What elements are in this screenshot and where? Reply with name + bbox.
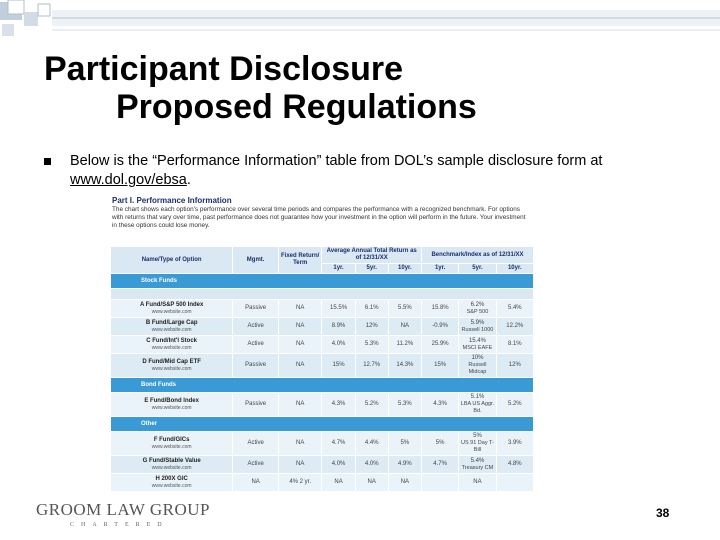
cell: NA [278, 354, 322, 378]
bullet-body: Below is the “Performance Information” table from DOL’s sample disclosure form at [70, 153, 603, 169]
title-line-1: Participant Disclosure [44, 50, 404, 88]
cell: 4% 2 yr. [278, 474, 322, 492]
cell: 4.4% [355, 432, 388, 456]
cell: 12% [355, 318, 388, 336]
cell: 3.9% [496, 432, 533, 456]
cell: Active [233, 318, 279, 336]
bullet-end: . [186, 172, 191, 188]
cell [459, 336, 496, 354]
cell: 5.3% [355, 336, 388, 354]
cell: NA [322, 474, 355, 492]
bench-name: Russell 1000 [461, 326, 494, 333]
bench-name: Russell Midcap [468, 362, 487, 375]
section-other: Other [111, 417, 534, 432]
groom-law-group-logo [36, 500, 210, 528]
fund-name: H 200X GIC [155, 475, 188, 482]
cell: 15% [322, 354, 355, 378]
table-row [111, 300, 534, 318]
avg-1yr: 1yr. [322, 264, 355, 274]
table-row [111, 336, 534, 354]
header-row [111, 247, 534, 264]
cell: Active [233, 432, 279, 456]
logo-subtitle: CHARTERED [70, 522, 169, 528]
cell: -0.9% [421, 318, 458, 336]
cell: 5.5% [388, 300, 421, 318]
cell: 5.2% [355, 393, 388, 417]
bench-name: US 91 Day T-Bill [460, 440, 494, 453]
bench-name: MSCI EAFE [462, 344, 493, 351]
cell: NA [278, 456, 322, 474]
form-part-title: Part I. Performance Information [112, 196, 232, 205]
table-row [111, 474, 534, 492]
cell: 5% [421, 432, 458, 456]
bench-value: 15.4% [468, 337, 486, 344]
cell: 5.3% [388, 393, 421, 417]
col-bench-header: Benchmark/Index as of 12/31/XX [421, 247, 533, 264]
fund-site: www.website.com [151, 365, 192, 372]
fund-name: F Fund/GICs [153, 436, 190, 443]
bench-value: 5.4% [470, 457, 485, 464]
bench-value: 5% [473, 433, 482, 439]
fund-site: www.website.com [151, 404, 192, 411]
bench-value: 10% [471, 355, 484, 361]
band-row [111, 289, 534, 300]
performance-table [110, 246, 534, 492]
fund-name: C Fund/Int'l Stock [146, 337, 198, 344]
title-line-2: Proposed Regulations [116, 88, 477, 126]
cell: 4.7% [421, 456, 458, 474]
fund-site: www.website.com [151, 326, 192, 333]
cell [459, 432, 496, 456]
cell: 4.0% [322, 336, 355, 354]
cell: NA [278, 432, 322, 456]
cell: 6.1% [355, 300, 388, 318]
col-avg-header: Average Annual Total Return as of 12/31/XX [322, 247, 422, 264]
bullet-text [70, 152, 690, 190]
fund-site: www.website.com [151, 344, 192, 351]
cell: 5.4% [496, 300, 533, 318]
cell: NA [355, 474, 388, 492]
cell [459, 456, 496, 474]
cell: 11.2% [388, 336, 421, 354]
cell: 25.9% [421, 336, 458, 354]
square-bullet-icon [44, 158, 51, 165]
cell: NA [233, 474, 279, 492]
cell: 5.2% [496, 393, 533, 417]
cell: NA [388, 318, 421, 336]
fund-site: www.website.com [151, 308, 192, 315]
fund-name: D Fund/Mid Cap ETF [142, 358, 201, 365]
cell: 4.3% [322, 393, 355, 417]
cell: 15.5% [322, 300, 355, 318]
table-row [111, 354, 534, 378]
cell [496, 474, 533, 492]
cell: Passive [233, 300, 279, 318]
cell [459, 318, 496, 336]
cell: 8.1% [496, 336, 533, 354]
cell: Passive [233, 354, 279, 378]
cell: 4.8% [496, 456, 533, 474]
col-name-header: Name/Type of Option [111, 247, 233, 274]
cell: 4.0% [322, 456, 355, 474]
cell: 5% [388, 432, 421, 456]
cell: Passive [233, 393, 279, 417]
cell: Active [233, 336, 279, 354]
fund-site: www.website.com [151, 443, 192, 450]
cell: NA [278, 336, 322, 354]
page-number: 38 [656, 506, 670, 520]
bench-value: 5.9% [470, 319, 485, 326]
cell: NA [388, 474, 421, 492]
fund-name: A Fund/S&P 500 Index [139, 301, 204, 308]
table-row [111, 432, 534, 456]
fund-name: G Fund/Stable Value [142, 457, 201, 464]
bench-name: LBA US Aggr. Bd. [460, 401, 495, 414]
section-bond: Bond Funds [111, 378, 534, 393]
cell [459, 300, 496, 318]
fund-site: www.website.com [151, 482, 192, 489]
cell: 15% [421, 354, 458, 378]
avg-10yr: 10yr. [388, 264, 421, 274]
bench-name: Treasury CM [461, 464, 494, 471]
cell: 12% [496, 354, 533, 378]
fund-site: www.website.com [151, 464, 192, 471]
logo-wordmark: GROOM LAW GROUP [36, 500, 210, 519]
dol-link[interactable]: www.dol.gov/ebsa [70, 172, 187, 188]
cell [421, 474, 458, 492]
cell [459, 393, 496, 417]
cell: NA [278, 300, 322, 318]
bench-5yr: 5yr. [459, 264, 496, 274]
performance-form-image [108, 196, 536, 489]
avg-5yr: 5yr. [355, 264, 388, 274]
cell: 4.3% [421, 393, 458, 417]
cell: 12.2% [496, 318, 533, 336]
corner-squares-decoration [0, 0, 720, 40]
section-stock: Stock Funds [111, 274, 534, 289]
form-intro: The chart shows each option's performance over several time periods and compares the performance with a recognized benchmark. For options with returns that vary over time, past performance does not guarantee how your investment in the option will perform in the future. Your investment in these options could lose money. [112, 206, 526, 229]
bench-10yr: 10yr. [496, 264, 533, 274]
bench-value: 6.2% [470, 301, 485, 308]
fund-name: B Fund/Large Cap [145, 319, 198, 326]
cell: 4.0% [355, 456, 388, 474]
cell: NA [278, 393, 322, 417]
fund-name: E Fund/Bond Index [144, 397, 199, 404]
cell: Active [233, 456, 279, 474]
bench-1yr: 1yr. [421, 264, 458, 274]
cell: 4.9% [388, 456, 421, 474]
cell: NA [459, 474, 496, 492]
table-row [111, 456, 534, 474]
cell: 14.3% [388, 354, 421, 378]
cell: 8.9% [322, 318, 355, 336]
bench-value: 5.1% [470, 394, 485, 400]
table-row [111, 393, 534, 417]
table-row [111, 318, 534, 336]
col-mgmt-header: Mgmt. [233, 247, 279, 274]
bench-name: S&P 500 [466, 308, 489, 315]
cell: 4.7% [322, 432, 355, 456]
slide-title [44, 50, 477, 126]
cell: NA [278, 318, 322, 336]
col-fixed-header: Fixed Return/ Term [278, 247, 322, 274]
cell: 12.7% [355, 354, 388, 378]
cell: 15.8% [421, 300, 458, 318]
cell [459, 354, 496, 378]
